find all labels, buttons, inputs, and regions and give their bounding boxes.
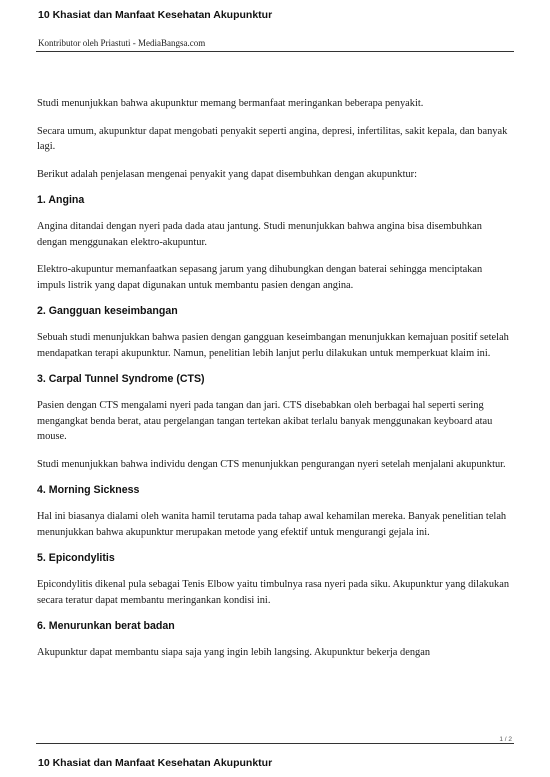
section-heading-epicondylitis: 5. Epicondylitis <box>37 552 115 564</box>
footer-divider <box>36 743 514 744</box>
section-paragraph: Hal ini biasanya dialami oleh wanita hamil terutama pada tahap awal kehamilan mereka. Banyak penelitian telah menunjukkan bahwa akupunktur merupakan metode yang efektif untuk mengurangi gejala ini. <box>37 511 507 538</box>
section-paragraph: Angina ditandai dengan nyeri pada dada atau jantung. Studi menunjukkan bahwa angina bisa disembuhkan dengan menggunakan elektro-akupuntur. <box>37 221 482 248</box>
intro-paragraph: Berikut adalah penjelasan mengenai penyakit yang dapat disembuhkan dengan akupunktur: <box>37 168 418 180</box>
article-body <box>37 96 512 673</box>
page-number: 1 / 2 <box>499 736 512 743</box>
section-heading-angina: 1. Angina <box>37 194 85 206</box>
section-paragraph: Sebuah studi menunjukkan bahwa pasien dengan gangguan keseimbangan menunjukkan kemajuan positif setelah mendapatkan terapi akupunktur. Namun, penelitian lebih lanjut perlu dilakukan untuk memperkuat klaim ini. <box>37 332 509 359</box>
header-contributor: Kontributor oleh Priastuti - MediaBangsa.com <box>38 38 206 48</box>
section-heading-gangguan-keseimbangan: 2. Gangguan keseimbangan <box>37 305 178 317</box>
header-title: 10 Khasiat dan Manfaat Kesehatan Akupunktur <box>38 9 273 21</box>
section-paragraph: Epicondylitis dikenal pula sebagai Tenis Elbow yaitu timbulnya rasa nyeri pada siku. Akupunktur yang dilakukan secara teratur dapat membantu meringankan kondisi ini. <box>37 579 510 606</box>
section-heading-cts: 3. Carpal Tunnel Syndrome (CTS) <box>37 373 205 385</box>
intro-paragraph: Studi menunjukkan bahwa akupunktur memang bermanfaat meringankan beberapa penyakit. <box>37 98 424 109</box>
footer-title: 10 Khasiat dan Manfaat Kesehatan Akupunktur <box>38 757 273 769</box>
intro-paragraph: Secara umum, akupunktur dapat mengobati penyakit seperti angina, depresi, infertilitas, sakit kepala, dan banyak lagi. <box>37 125 508 152</box>
header-divider <box>36 51 514 52</box>
section-heading-berat-badan: 6. Menurunkan berat badan <box>37 620 175 632</box>
section-paragraph: Pasien dengan CTS mengalami nyeri pada tangan dan jari. CTS disebabkan oleh berbagai hal seperti sering mengangkat benda berat, atau pergelangan tangan tertekan akibat terlalu banyak menggunakan keyboard atau mouse. <box>37 400 493 442</box>
section-paragraph: Elektro-akupuntur memanfaatkan sepasang jarum yang dihubungkan dengan baterai sehingga menciptakan impuls listrik yang dapat digunakan untuk membantu pasien dengan angina. <box>37 264 483 291</box>
section-paragraph: Studi menunjukkan bahwa individu dengan CTS menunjukkan pengurangan nyeri setelah menjalani akupunktur. <box>37 458 506 470</box>
section-heading-morning-sickness: 4. Morning Sickness <box>37 484 140 496</box>
section-paragraph: Akupunktur dapat membantu siapa saja yang ingin lebih langsing. Akupunktur bekerja dengan <box>37 647 431 658</box>
